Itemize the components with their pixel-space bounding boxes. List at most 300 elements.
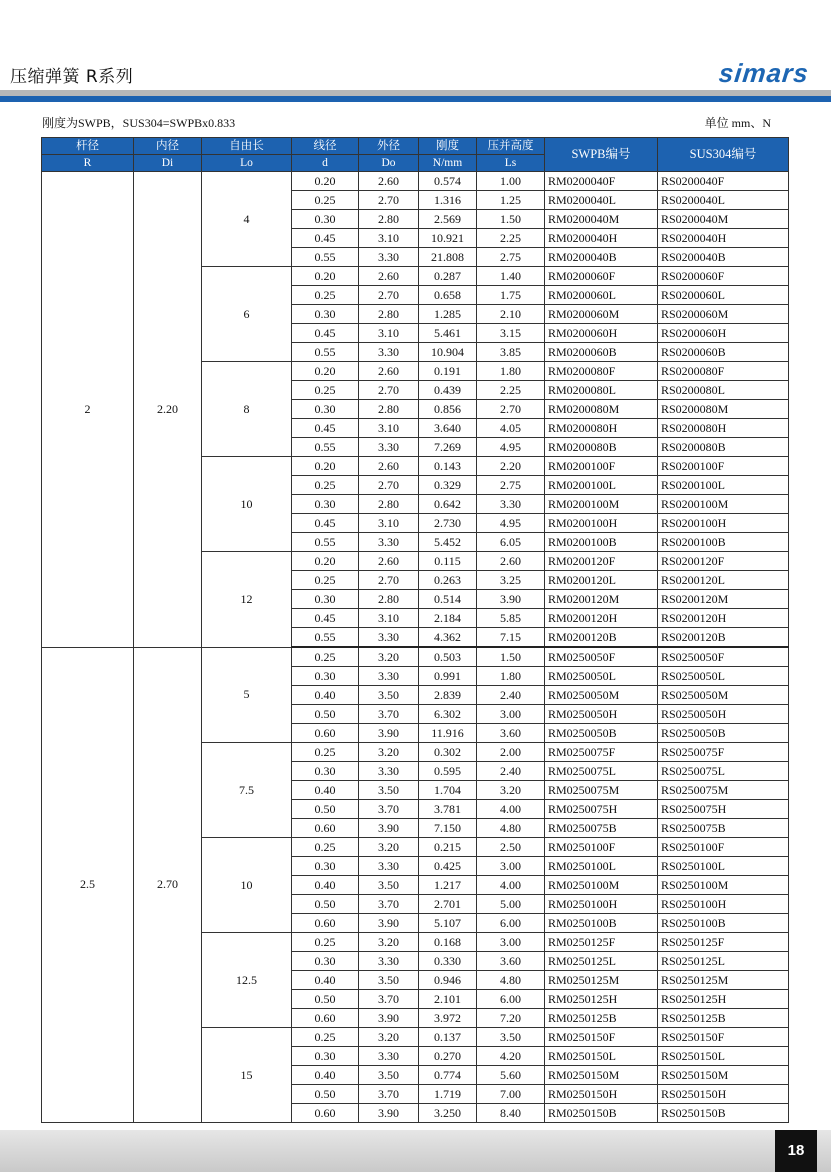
cell-do: 2.80	[359, 590, 419, 609]
header-do-zh: 外径	[359, 138, 419, 155]
cell-d: 0.45	[292, 514, 359, 533]
cell-sus304-code: RS0250100B	[658, 914, 789, 933]
cell-sus304-code: RS0200080B	[658, 438, 789, 457]
cell-d: 0.50	[292, 800, 359, 819]
cell-ls: 2.25	[477, 381, 545, 400]
cell-sus304-code: RS0200060L	[658, 286, 789, 305]
cell-rate: 0.168	[419, 933, 477, 952]
cell-do: 2.70	[359, 571, 419, 590]
cell-d: 0.25	[292, 647, 359, 667]
cell-d: 0.25	[292, 476, 359, 495]
cell-do: 3.70	[359, 800, 419, 819]
cell-free-length: 10	[202, 838, 292, 933]
cell-free-length: 10	[202, 457, 292, 552]
cell-swpb-code: RM0250100L	[545, 857, 658, 876]
cell-do: 2.80	[359, 305, 419, 324]
cell-sus304-code: RS0200120B	[658, 628, 789, 648]
cell-do: 2.70	[359, 191, 419, 210]
cell-ls: 1.80	[477, 667, 545, 686]
cell-do: 3.90	[359, 819, 419, 838]
cell-d: 0.30	[292, 400, 359, 419]
cell-sus304-code: RS0200120H	[658, 609, 789, 628]
cell-rate: 2.101	[419, 990, 477, 1009]
cell-do: 3.30	[359, 248, 419, 267]
cell-d: 0.60	[292, 1009, 359, 1028]
header-di-sym: Di	[134, 155, 202, 172]
cell-rate: 10.904	[419, 343, 477, 362]
cell-rate: 0.263	[419, 571, 477, 590]
cell-do: 2.80	[359, 495, 419, 514]
cell-do: 3.10	[359, 419, 419, 438]
cell-do: 3.90	[359, 1009, 419, 1028]
cell-swpb-code: RM0250050H	[545, 705, 658, 724]
cell-swpb-code: RM0200040L	[545, 191, 658, 210]
cell-d: 0.55	[292, 628, 359, 648]
cell-swpb-code: RM0250075H	[545, 800, 658, 819]
cell-d: 0.40	[292, 1066, 359, 1085]
cell-rate: 2.701	[419, 895, 477, 914]
cell-d: 0.20	[292, 552, 359, 571]
cell-swpb-code: RM0200080H	[545, 419, 658, 438]
cell-rate: 0.215	[419, 838, 477, 857]
cell-do: 3.10	[359, 324, 419, 343]
cell-sus304-code: RS0200080L	[658, 381, 789, 400]
cell-do: 2.60	[359, 172, 419, 191]
cell-ls: 6.05	[477, 533, 545, 552]
cell-do: 3.50	[359, 781, 419, 800]
cell-d: 0.55	[292, 438, 359, 457]
cell-d: 0.25	[292, 191, 359, 210]
cell-ls: 3.30	[477, 495, 545, 514]
cell-do: 3.50	[359, 971, 419, 990]
cell-sus304-code: RS0250125M	[658, 971, 789, 990]
cell-do: 3.70	[359, 1085, 419, 1104]
cell-inner-diameter: 2.20	[134, 172, 202, 648]
cell-rate: 0.302	[419, 743, 477, 762]
cell-rate: 5.461	[419, 324, 477, 343]
cell-ls: 3.00	[477, 933, 545, 952]
cell-d: 0.45	[292, 324, 359, 343]
footer-band	[0, 1130, 831, 1172]
cell-swpb-code: RM0200100F	[545, 457, 658, 476]
cell-d: 0.30	[292, 495, 359, 514]
spring-spec-table	[41, 137, 789, 1123]
cell-rate: 0.991	[419, 667, 477, 686]
cell-do: 3.50	[359, 1066, 419, 1085]
cell-rate: 0.287	[419, 267, 477, 286]
cell-sus304-code: RS0250150F	[658, 1028, 789, 1047]
cell-rod-diameter: 2.5	[42, 647, 134, 1123]
cell-ls: 2.10	[477, 305, 545, 324]
cell-do: 3.10	[359, 229, 419, 248]
header-ls-zh: 压并高度	[477, 138, 545, 155]
cell-d: 0.30	[292, 305, 359, 324]
cell-do: 3.90	[359, 724, 419, 743]
cell-ls: 2.40	[477, 762, 545, 781]
cell-free-length: 6	[202, 267, 292, 362]
unit-note: 单位 mm、N	[704, 116, 771, 130]
cell-swpb-code: RM0200120M	[545, 590, 658, 609]
cell-ls: 3.50	[477, 1028, 545, 1047]
cell-do: 3.10	[359, 514, 419, 533]
cell-ls: 2.70	[477, 400, 545, 419]
cell-ls: 5.00	[477, 895, 545, 914]
cell-swpb-code: RM0200080M	[545, 400, 658, 419]
header-di-zh: 内径	[134, 138, 202, 155]
header-sus304-code: SUS304编号	[658, 138, 789, 172]
cell-rod-diameter: 2	[42, 172, 134, 648]
cell-d: 0.30	[292, 762, 359, 781]
cell-do: 2.60	[359, 457, 419, 476]
cell-do: 2.60	[359, 267, 419, 286]
cell-sus304-code: RS0200120F	[658, 552, 789, 571]
cell-sus304-code: RS0250050H	[658, 705, 789, 724]
cell-rate: 0.514	[419, 590, 477, 609]
cell-ls: 7.00	[477, 1085, 545, 1104]
cell-swpb-code: RM0200100B	[545, 533, 658, 552]
brand-logo: simars	[717, 58, 811, 88]
cell-free-length: 8	[202, 362, 292, 457]
cell-sus304-code: RS0250100F	[658, 838, 789, 857]
cell-sus304-code: RS0250150L	[658, 1047, 789, 1066]
cell-rate: 0.774	[419, 1066, 477, 1085]
cell-rate: 1.316	[419, 191, 477, 210]
cell-rate: 0.503	[419, 647, 477, 667]
cell-ls: 2.00	[477, 743, 545, 762]
cell-d: 0.60	[292, 1104, 359, 1123]
cell-do: 2.70	[359, 476, 419, 495]
cell-rate: 3.250	[419, 1104, 477, 1123]
cell-swpb-code: RM0200060M	[545, 305, 658, 324]
cell-swpb-code: RM0250150F	[545, 1028, 658, 1047]
header-rule-blue	[0, 96, 831, 102]
cell-rate: 2.839	[419, 686, 477, 705]
cell-free-length: 12	[202, 552, 292, 648]
cell-rate: 1.719	[419, 1085, 477, 1104]
cell-ls: 4.20	[477, 1047, 545, 1066]
cell-ls: 3.15	[477, 324, 545, 343]
cell-rate: 11.916	[419, 724, 477, 743]
cell-sus304-code: RS0250125L	[658, 952, 789, 971]
cell-sus304-code: RS0200060F	[658, 267, 789, 286]
cell-rate: 7.150	[419, 819, 477, 838]
cell-d: 0.25	[292, 286, 359, 305]
cell-d: 0.60	[292, 724, 359, 743]
cell-ls: 3.00	[477, 857, 545, 876]
cell-do: 2.80	[359, 400, 419, 419]
cell-ls: 6.00	[477, 914, 545, 933]
cell-rate: 0.856	[419, 400, 477, 419]
cell-ls: 2.20	[477, 457, 545, 476]
cell-rate: 1.285	[419, 305, 477, 324]
header-rate-sym: N/mm	[419, 155, 477, 172]
cell-rate: 0.425	[419, 857, 477, 876]
page-number: 18	[775, 1130, 817, 1172]
cell-swpb-code: RM0200040M	[545, 210, 658, 229]
cell-rate: 0.574	[419, 172, 477, 191]
cell-swpb-code: RM0250150M	[545, 1066, 658, 1085]
cell-rate: 3.640	[419, 419, 477, 438]
cell-do: 2.70	[359, 381, 419, 400]
cell-swpb-code: RM0250100H	[545, 895, 658, 914]
cell-d: 0.45	[292, 229, 359, 248]
cell-do: 3.70	[359, 705, 419, 724]
cell-sus304-code: RS0250050M	[658, 686, 789, 705]
cell-swpb-code: RM0250075L	[545, 762, 658, 781]
cell-swpb-code: RM0250125L	[545, 952, 658, 971]
table-header	[42, 138, 789, 172]
cell-ls: 4.00	[477, 800, 545, 819]
cell-swpb-code: RM0250100M	[545, 876, 658, 895]
cell-rate: 3.781	[419, 800, 477, 819]
cell-rate: 0.658	[419, 286, 477, 305]
cell-sus304-code: RS0250075F	[658, 743, 789, 762]
cell-swpb-code: RM0250100B	[545, 914, 658, 933]
cell-ls: 4.80	[477, 819, 545, 838]
cell-sus304-code: RS0250150B	[658, 1104, 789, 1123]
cell-swpb-code: RM0250075M	[545, 781, 658, 800]
cell-ls: 2.40	[477, 686, 545, 705]
cell-do: 3.50	[359, 686, 419, 705]
cell-d: 0.25	[292, 743, 359, 762]
cell-swpb-code: RM0200120F	[545, 552, 658, 571]
cell-rate: 0.642	[419, 495, 477, 514]
cell-swpb-code: RM0250125M	[545, 971, 658, 990]
cell-sus304-code: RS0200040B	[658, 248, 789, 267]
cell-do: 3.50	[359, 876, 419, 895]
cell-d: 0.50	[292, 990, 359, 1009]
cell-do: 3.30	[359, 628, 419, 648]
cell-d: 0.20	[292, 267, 359, 286]
cell-d: 0.50	[292, 895, 359, 914]
cell-rate: 0.595	[419, 762, 477, 781]
cell-d: 0.40	[292, 686, 359, 705]
cell-sus304-code: RS0200100L	[658, 476, 789, 495]
cell-swpb-code: RM0200100M	[545, 495, 658, 514]
header-swpb-code: SWPB编号	[545, 138, 658, 172]
cell-sus304-code: RS0200040L	[658, 191, 789, 210]
cell-do: 2.70	[359, 286, 419, 305]
cell-free-length: 4	[202, 172, 292, 267]
cell-ls: 3.20	[477, 781, 545, 800]
header-d-zh: 线径	[292, 138, 359, 155]
table-body	[42, 172, 789, 1123]
cell-d: 0.60	[292, 914, 359, 933]
cell-d: 0.30	[292, 590, 359, 609]
cell-sus304-code: RS0200100H	[658, 514, 789, 533]
cell-sus304-code: RS0250075B	[658, 819, 789, 838]
cell-swpb-code: RM0200060H	[545, 324, 658, 343]
cell-sus304-code: RS0200060B	[658, 343, 789, 362]
cell-d: 0.50	[292, 705, 359, 724]
cell-ls: 8.40	[477, 1104, 545, 1123]
cell-ls: 4.95	[477, 438, 545, 457]
cell-d: 0.55	[292, 343, 359, 362]
cell-ls: 3.25	[477, 571, 545, 590]
cell-swpb-code: RM0200100H	[545, 514, 658, 533]
cell-sus304-code: RS0250100M	[658, 876, 789, 895]
header-d-sym: d	[292, 155, 359, 172]
cell-ls: 3.60	[477, 724, 545, 743]
cell-ls: 4.80	[477, 971, 545, 990]
cell-do: 3.20	[359, 933, 419, 952]
cell-swpb-code: RM0200060B	[545, 343, 658, 362]
cell-d: 0.25	[292, 381, 359, 400]
cell-do: 3.30	[359, 952, 419, 971]
cell-ls: 2.25	[477, 229, 545, 248]
cell-swpb-code: RM0200100L	[545, 476, 658, 495]
cell-do: 2.60	[359, 362, 419, 381]
cell-sus304-code: RS0200120M	[658, 590, 789, 609]
cell-swpb-code: RM0200040B	[545, 248, 658, 267]
cell-d: 0.50	[292, 1085, 359, 1104]
cell-free-length: 5	[202, 647, 292, 743]
cell-ls: 2.75	[477, 476, 545, 495]
cell-ls: 7.15	[477, 628, 545, 648]
cell-rate: 3.972	[419, 1009, 477, 1028]
cell-swpb-code: RM0250050L	[545, 667, 658, 686]
cell-ls: 1.80	[477, 362, 545, 381]
cell-d: 0.55	[292, 533, 359, 552]
cell-ls: 3.60	[477, 952, 545, 971]
cell-swpb-code: RM0250150B	[545, 1104, 658, 1123]
cell-swpb-code: RM0250100F	[545, 838, 658, 857]
header-r-zh: 杆径	[42, 138, 134, 155]
header-do-sym: Do	[359, 155, 419, 172]
cell-sus304-code: RS0200100M	[658, 495, 789, 514]
header-r-sym: R	[42, 155, 134, 172]
cell-rate: 0.137	[419, 1028, 477, 1047]
cell-swpb-code: RM0250125F	[545, 933, 658, 952]
cell-ls: 5.60	[477, 1066, 545, 1085]
cell-swpb-code: RM0250150L	[545, 1047, 658, 1066]
cell-swpb-code: RM0200060L	[545, 286, 658, 305]
cell-rate: 6.302	[419, 705, 477, 724]
cell-ls: 7.20	[477, 1009, 545, 1028]
cell-do: 3.30	[359, 343, 419, 362]
cell-sus304-code: RS0250125H	[658, 990, 789, 1009]
cell-ls: 1.50	[477, 647, 545, 667]
cell-swpb-code: RM0200040F	[545, 172, 658, 191]
cell-d: 0.40	[292, 971, 359, 990]
cell-sus304-code: RS0200040M	[658, 210, 789, 229]
cell-do: 3.20	[359, 743, 419, 762]
cell-d: 0.20	[292, 457, 359, 476]
cell-d: 0.25	[292, 1028, 359, 1047]
cell-swpb-code: RM0250150H	[545, 1085, 658, 1104]
cell-ls: 1.40	[477, 267, 545, 286]
cell-sus304-code: RS0250125F	[658, 933, 789, 952]
cell-inner-diameter: 2.70	[134, 647, 202, 1123]
cell-rate: 1.217	[419, 876, 477, 895]
cell-do: 3.30	[359, 438, 419, 457]
cell-sus304-code: RS0200100F	[658, 457, 789, 476]
cell-ls: 2.60	[477, 552, 545, 571]
cell-sus304-code: RS0200040H	[658, 229, 789, 248]
cell-ls: 3.85	[477, 343, 545, 362]
cell-swpb-code: RM0250050F	[545, 647, 658, 667]
cell-swpb-code: RM0200120H	[545, 609, 658, 628]
cell-do: 3.30	[359, 857, 419, 876]
cell-sus304-code: RS0200120L	[658, 571, 789, 590]
cell-d: 0.45	[292, 419, 359, 438]
cell-sus304-code: RS0250100L	[658, 857, 789, 876]
cell-d: 0.20	[292, 362, 359, 381]
cell-rate: 7.269	[419, 438, 477, 457]
cell-ls: 4.95	[477, 514, 545, 533]
cell-rate: 2.730	[419, 514, 477, 533]
cell-swpb-code: RM0200040H	[545, 229, 658, 248]
cell-sus304-code: RS0250075M	[658, 781, 789, 800]
cell-swpb-code: RM0250125H	[545, 990, 658, 1009]
cell-do: 3.30	[359, 1047, 419, 1066]
cell-swpb-code: RM0250075B	[545, 819, 658, 838]
cell-swpb-code: RM0250075F	[545, 743, 658, 762]
cell-d: 0.55	[292, 248, 359, 267]
cell-rate: 21.808	[419, 248, 477, 267]
cell-d: 0.30	[292, 1047, 359, 1066]
cell-rate: 0.191	[419, 362, 477, 381]
cell-rate: 0.439	[419, 381, 477, 400]
cell-sus304-code: RS0250050L	[658, 667, 789, 686]
cell-sus304-code: RS0250075H	[658, 800, 789, 819]
cell-do: 3.70	[359, 990, 419, 1009]
cell-swpb-code: RM0250050B	[545, 724, 658, 743]
cell-sus304-code: RS0250050B	[658, 724, 789, 743]
cell-sus304-code: RS0200040F	[658, 172, 789, 191]
cell-ls: 1.50	[477, 210, 545, 229]
cell-d: 0.30	[292, 857, 359, 876]
cell-sus304-code: RS0250075L	[658, 762, 789, 781]
cell-rate: 5.107	[419, 914, 477, 933]
cell-sus304-code: RS0250150H	[658, 1085, 789, 1104]
cell-rate: 2.184	[419, 609, 477, 628]
cell-sus304-code: RS0250125B	[658, 1009, 789, 1028]
table-row	[42, 172, 789, 191]
header-lo-zh: 自由长	[202, 138, 292, 155]
cell-do: 3.70	[359, 895, 419, 914]
cell-swpb-code: RM0250125B	[545, 1009, 658, 1028]
cell-rate: 0.946	[419, 971, 477, 990]
cell-ls: 2.50	[477, 838, 545, 857]
cell-free-length: 7.5	[202, 743, 292, 838]
cell-d: 0.30	[292, 210, 359, 229]
cell-do: 2.60	[359, 552, 419, 571]
cell-d: 0.30	[292, 667, 359, 686]
cell-sus304-code: RS0200080H	[658, 419, 789, 438]
cell-ls: 3.90	[477, 590, 545, 609]
cell-d: 0.25	[292, 933, 359, 952]
page-title: 压缩弹簧 R系列	[10, 67, 134, 87]
cell-do: 3.90	[359, 914, 419, 933]
cell-do: 3.30	[359, 667, 419, 686]
cell-swpb-code: RM0200120L	[545, 571, 658, 590]
cell-do: 3.20	[359, 647, 419, 667]
cell-ls: 6.00	[477, 990, 545, 1009]
cell-rate: 0.329	[419, 476, 477, 495]
cell-rate: 2.569	[419, 210, 477, 229]
cell-rate: 0.330	[419, 952, 477, 971]
cell-sus304-code: RS0200060M	[658, 305, 789, 324]
cell-ls: 1.75	[477, 286, 545, 305]
cell-ls: 3.00	[477, 705, 545, 724]
cell-do: 3.20	[359, 838, 419, 857]
cell-swpb-code: RM0200080B	[545, 438, 658, 457]
cell-d: 0.40	[292, 781, 359, 800]
cell-swpb-code: RM0200120B	[545, 628, 658, 648]
cell-ls: 5.85	[477, 609, 545, 628]
cell-d: 0.25	[292, 571, 359, 590]
